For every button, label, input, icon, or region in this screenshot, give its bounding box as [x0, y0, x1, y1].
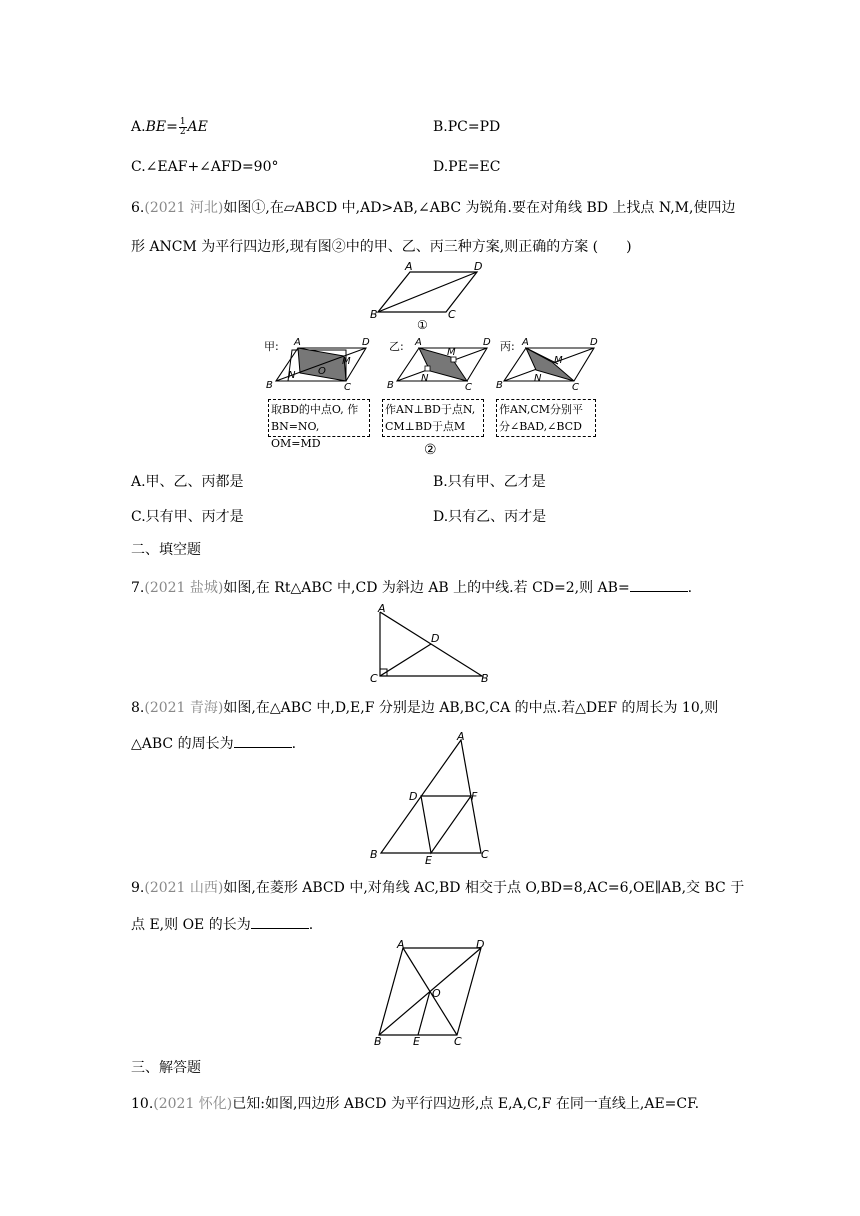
q5-option-b: B.PC=PD	[433, 119, 501, 135]
section-heading-answer: 三、解答题	[131, 1060, 201, 1076]
fraction: $\frac{1}{2}$	[179, 116, 186, 137]
bing-label-c: C	[572, 382, 579, 392]
q5-option-a: A.BE= $\frac{1}{2}$ AE	[131, 116, 208, 137]
q5-option-d: D.PE=EC	[433, 159, 501, 175]
q6-figure-bing	[496, 334, 611, 392]
q5-option-c: C.∠EAF+∠AFD=90°	[131, 159, 279, 175]
jia-instruction-box	[268, 399, 370, 450]
bing-label-a: A	[522, 337, 529, 348]
q7-label-c: C	[370, 672, 378, 684]
fig1-label-d: D	[474, 260, 483, 273]
q6-source: (2021 河北)	[144, 200, 224, 216]
bing-label-d: D	[590, 337, 598, 348]
yi-label-b: B	[387, 380, 394, 391]
jia-label-o: O	[318, 366, 326, 377]
q9-label-o: O	[432, 987, 441, 1000]
q10-source: (2021 怀化)	[153, 1096, 233, 1112]
jia-label-d: D	[362, 337, 370, 348]
q9-label-a: A	[397, 938, 405, 951]
q8-label-f: F	[471, 790, 478, 803]
jia-label-c: C	[344, 382, 351, 392]
q7-source: (2021 盐城)	[144, 580, 224, 596]
bing-instruction-box	[496, 399, 596, 437]
bing-label-b: B	[496, 380, 503, 391]
bing-title: 丙:	[500, 340, 515, 353]
q9-line1: 9.(2021 山西)如图,在菱形 ABCD 中,对角线 AC,BD 相交于点 O,BD=8,AC=6,OE∥AB,交 BC 于	[131, 880, 745, 896]
q6-figure-1	[370, 258, 490, 333]
q8-line1: 8.(2021 青海)如图,在△ABC 中,D,E,F 分别是边 AB,BC,CA 的中点.若△DEF 的周长为 10,则	[131, 700, 719, 716]
jia-title: 甲:	[264, 340, 279, 353]
q9-answer-blank	[251, 914, 309, 929]
bing-instruction-line1: 作AN,CM分别平	[499, 403, 584, 416]
q8-source: (2021 青海)	[144, 700, 224, 716]
q7-figure	[365, 604, 495, 684]
jia-instruction-line1: 取BD的中点O, 作	[271, 403, 359, 416]
q9-label-c: C	[454, 1035, 462, 1048]
bing-label-m: M	[554, 355, 563, 366]
q6-option-d: D.只有乙、丙才是	[433, 509, 547, 525]
jia-label-m: M	[342, 356, 351, 367]
jia-label-n: N	[288, 370, 296, 381]
q7-answer-blank	[630, 577, 688, 592]
q9-line2: 点 E,则 OE 的长为 .	[131, 914, 313, 935]
jia-label-b: B	[266, 380, 273, 391]
fig1-label-c: C	[448, 308, 456, 321]
q8-line2: △ABC 的周长为 .	[131, 733, 296, 754]
q8-figure	[365, 728, 495, 868]
yi-title: 乙:	[389, 340, 404, 353]
q8-label-b: B	[370, 848, 378, 861]
fig1-caption: ①	[417, 318, 428, 332]
bing-label-n: N	[534, 373, 542, 384]
yi-instruction-line1: 作AN⊥BD于点N,	[385, 403, 476, 416]
q6-option-b: B.只有甲、乙才是	[433, 474, 546, 490]
q6-line1: 6.(2021 河北)如图①,在▱ABCD 中,AD>AB,∠ABC 为锐角.要在对角线 BD 上找点 N,M,使四边	[131, 200, 736, 216]
q6-figure-yi	[385, 334, 500, 392]
q10-text: 10.(2021 怀化)已知:如图,四边形 ABCD 为平行四边形,点 E,A,C,F 在同一直线上,AE=CF.	[131, 1096, 700, 1112]
q6-option-a: A.甲、乙、丙都是	[131, 474, 244, 490]
fig1-label-a: A	[405, 260, 413, 273]
fig2-caption: ②	[424, 442, 437, 458]
yi-label-n: N	[421, 373, 429, 384]
yi-instruction-box	[382, 399, 484, 437]
q7-label-a: A	[378, 604, 386, 615]
jia-label-a: A	[294, 337, 301, 348]
yi-label-m: M	[447, 347, 456, 358]
q9-figure	[365, 938, 495, 1048]
section-heading-fill-blank: 二、填空题	[131, 542, 201, 558]
yi-label-d: D	[483, 337, 491, 348]
bing-instruction-line2: 分∠BAD,∠BCD	[499, 420, 582, 433]
q7-label-b: B	[481, 672, 489, 684]
q9-label-d: D	[476, 938, 485, 951]
q8-label-a: A	[457, 730, 465, 743]
fig1-label-b: B	[370, 308, 378, 321]
q6-option-c: C.只有甲、丙才是	[131, 509, 244, 525]
jia-instruction-line2: BN=NO, OM=MD	[271, 420, 321, 450]
q7-text: 7.(2021 盐城)如图,在 Rt△ABC 中,CD 为斜边 AB 上的中线.若 CD=2,则 AB= .	[131, 577, 692, 598]
yi-label-c: C	[465, 382, 472, 392]
q8-label-c: C	[481, 848, 489, 861]
yi-label-a: A	[415, 337, 422, 348]
q8-label-d: D	[409, 790, 418, 803]
q6-line2: 形 ANCM 为平行四边形,现有图②中的甲、乙、丙三种方案,则正确的方案 ( )	[131, 239, 632, 255]
yi-instruction-line2: CM⊥BD于点M	[385, 420, 466, 433]
q9-label-e: E	[413, 1035, 420, 1048]
q8-label-e: E	[425, 854, 432, 867]
q7-label-d: D	[431, 632, 440, 645]
q9-source: (2021 山西)	[144, 880, 224, 896]
q9-label-b: B	[374, 1035, 382, 1048]
q6-figure-jia	[262, 334, 377, 392]
q8-answer-blank	[234, 733, 292, 748]
